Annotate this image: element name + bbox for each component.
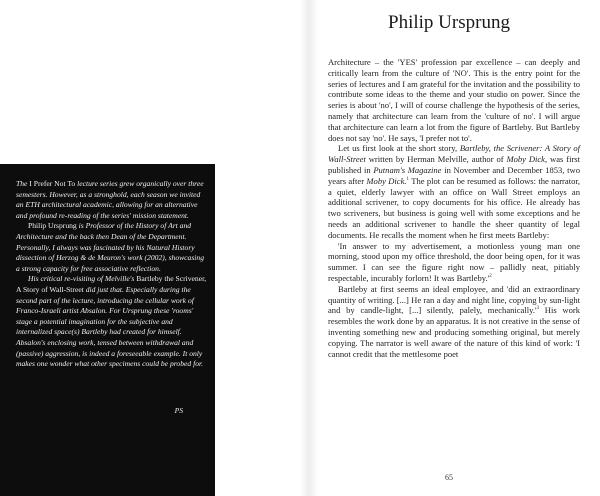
sidebar-p3-text-a: His critical re-visiting of Melville's [28,274,137,284]
body-p2-g: in November and December 1853, two years after [328,164,580,186]
page-number: 65 [445,473,453,482]
body-p2-c: written by Herman Melville, author of [365,154,507,165]
body-p4-b: His work resembles the work done by an apparatus. It is not creative in the sense of inventing something new and producing something original, but merely copying. The narrator is well aware of the nature of this kind of work: 'I cannot credit that the mettlesome poet [328,305,580,359]
book-gutter [300,0,318,496]
body-p2-story-title: Bartleby, the Scrivener: A Story of Wall-Street [328,143,580,165]
sidebar-p1-text-c: lecture series grew organically over three semesters. However, as a stronghold, each season we invited an ETH architectural academic, allowing for an alternative and profound re-reading of the series' mission statement. [16,179,204,220]
right-page [318,0,600,496]
body-p2-moby-dick: Moby Dick [506,154,545,165]
sidebar-p3-text-c: did just that. Especially during the second part of the lecture, introducing the cellular work of Franco-Israeli artist Absalon. For Ursprung these 'rooms' stage a potential imagination for the subjective and internalized space(s) Bartleby had created for himself. Absalon's enclosing work, tensed between withdrawal and (passive) aggression, is indeed a foreseeable example. It only makes one wonder what other specimens could be probed for. [16,284,204,369]
sidebar-signoff: PS [174,406,183,415]
chapter-heading: Philip Ursprung [388,12,510,33]
sidebar-series-title: I Prefer Not To [29,179,76,188]
editor-sidebar [0,164,215,496]
body-paragraph-2 [328,143,580,240]
body-p2-i: The plot can be resumed as follows: the narrator, a quiet, elderly lawyer with an office on Wall Street employs an additional scrivener, to copy documents for his office. He already has two scriveners, but business is going well with some exceptions and he needs an additional scrivener to handle the sheer quantity of legal documents. He recalls the moment when he first meets Bartleby: [328,175,580,240]
footnote-ref-3: 3 [536,306,539,312]
sidebar-paragraph-1 [16,179,208,221]
sidebar-paragraph-3 [16,274,208,369]
sidebar-p2-text-b: is Professor of the History of Art and Architecture and the back then Dean of the Department. Personally, I always was fascinated by his Natural History dissection of Herzog & de Meuron's work (2002), showcasing a strong capacity for free associative reflection. [16,221,205,273]
sidebar-story-title: Bartleby the Scrivener, A Story of Wall-Street [16,274,207,294]
body-p3-quote: 'In answer to my advertisement, a motionless young man one morning, stood upon my office threshold, the door being open, for it was summer. I can see the figure right now – pallidly neat, pitiably respectable, incurably forlorn! It was Bartleby.' [328,240,580,283]
sidebar-paragraph-2 [16,221,208,274]
body-p2-moby-dick-2: Moby Dick. [366,175,407,186]
body-paragraph-1: Architecture – the 'YES' profession par excellence – can deeply and critically learn from the culture of 'NO'. This is the entry point for the series of lectures and I am grateful for the invitation and the possibility to contribute some ideas to the theme and your studio on power. Since the series is about 'no', I will of course challenge the hypothesis of the series, namely that architecture can learn from the 'culture of no'. I will argue that architecture can learn a lot from the figure of Bartleby. But Bartleby does not say 'no'. He says, 'I prefer not to'. [328,57,580,143]
body-p2-magazine: Putnam's Magazine [373,164,442,175]
sidebar-text [16,179,208,370]
body-p4-a: Bartleby at first seems an ideal employee, and 'did an extraordinary quantity of writing. [...] He ran a day and night line, copying by sun-light and by candle-light, [...] silently, palely, mechanically.' [328,283,580,316]
body-text [328,57,580,359]
body-p2-a: Let us first look at the short story, [338,143,460,154]
body-p2-e: , was first published in [328,154,580,175]
sidebar-p1-text-a: The [16,179,30,188]
body-paragraph-3 [328,241,580,284]
footnote-ref-1: 1 [406,176,410,182]
footnote-ref-2: 2 [489,274,492,280]
body-paragraph-4 [328,284,580,360]
sidebar-author-name: Philip Ursprung [28,221,77,231]
